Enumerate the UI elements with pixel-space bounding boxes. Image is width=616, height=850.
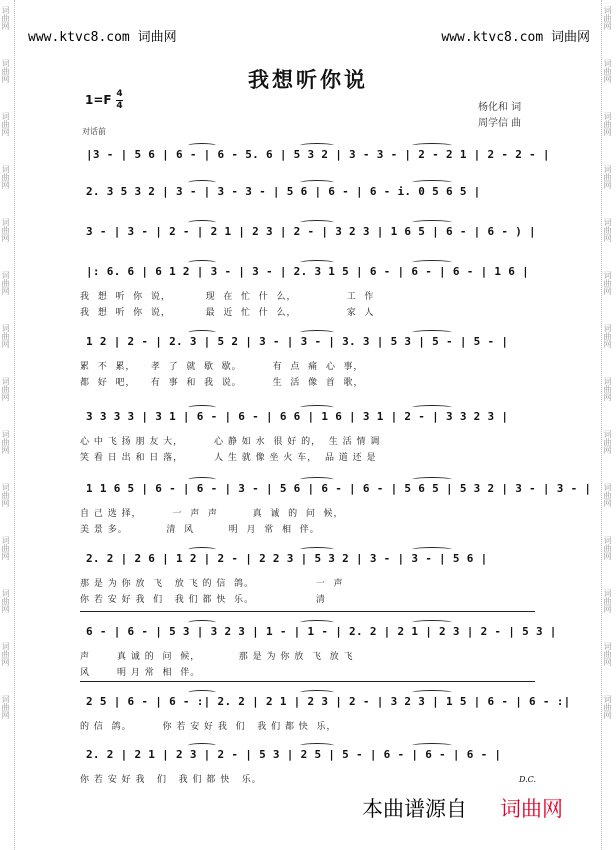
slur-mark <box>412 477 452 482</box>
lyricist-credit: 杨化和 词 <box>478 102 522 113</box>
watermark-text: 词曲网 <box>603 271 612 295</box>
watermark-text: 词曲网 <box>1 218 10 242</box>
slur-mark <box>300 690 334 695</box>
lyric-line-verse-2: 美 景 多。 清 风 明 月 常 相 伴。 <box>80 525 320 535</box>
watermark-text: 词曲网 <box>603 483 612 507</box>
watermark-text: 词曲网 <box>1 430 10 454</box>
slur-mark <box>412 180 452 185</box>
time-signature-top: 4 <box>116 89 123 99</box>
footer-source-text: 本曲谱源自 <box>362 797 467 821</box>
watermark-text: 词曲网 <box>603 377 612 401</box>
watermark-text: 词曲网 <box>603 589 612 613</box>
watermark-text: 词曲网 <box>603 536 612 560</box>
watermark-text: 词曲网 <box>1 6 10 30</box>
slur-mark <box>412 743 452 748</box>
slur-mark <box>188 405 216 410</box>
slur-mark <box>412 260 452 265</box>
watermark-text: 词曲网 <box>1 324 10 348</box>
slur-mark <box>300 143 334 148</box>
lyric-line-verse-2: 都 好 吧， 有 事 和 我 说。 生 活 像 首 歌， <box>80 378 364 388</box>
slur-mark <box>412 620 452 625</box>
lyric-line-verse-2: 我 想 听 你 说， 最 近 忙 什 么， 家 人 <box>80 308 375 318</box>
slur-mark <box>188 547 216 552</box>
watermark-text: 词曲网 <box>1 695 10 719</box>
slur-mark <box>300 180 334 185</box>
watermark-column-right <box>601 0 616 850</box>
slur-mark <box>188 260 216 265</box>
watermark-text: 词曲网 <box>603 112 612 136</box>
dc-marking: D.C. <box>518 775 536 784</box>
time-signature <box>116 90 123 111</box>
watermark-text: 词曲网 <box>1 112 10 136</box>
lyric-line-verse-1: 我 想 听 你 说， 现 在 忙 什 么， 工 作 <box>80 292 375 302</box>
lyric-line-verse-2: 笑 看 日 出 和 日 落， 人 生 就 像 坐 火 车， 品 道 还 是 <box>80 453 377 463</box>
slur-mark <box>412 143 452 148</box>
notation-line: 6 - | 6 - | 5 3 | 3 2 3 | 1 - | 1 - | 2. 2 | 2 1 | 2 3 | 2 - | 5 3 | <box>86 625 557 638</box>
slur-mark <box>188 620 216 625</box>
watermark-column-left <box>0 0 15 850</box>
slur-mark <box>300 220 334 225</box>
lyric-line-verse-1: 心 中 飞 扬 朋 友 大， 心 静 如 水 很 好 的， 生 活 情 调 <box>80 437 381 447</box>
notation-line: 2. 2 | 2 6 | 1 2 | 2 - | 2 2 3 | 5 3 2 | 3 - | 3 - | 5 6 | <box>86 552 488 565</box>
watermark-text: 词曲网 <box>603 59 612 83</box>
lyric-line-verse-2: 你 若 安 好 我 们 我 们 都 快 乐。 清 <box>80 595 326 605</box>
watermark-text: 词曲网 <box>1 271 10 295</box>
watermark-text: 词曲网 <box>1 165 10 189</box>
watermark-text: 词曲网 <box>1 59 10 83</box>
notation-line: |: 6. 6 | 6 1 2 | 3 - | 3 - | 2. 3 1 5 | 6 - | 6 - | 6 - | 1 6 | <box>86 265 530 278</box>
site-url-left[interactable] <box>28 26 177 45</box>
slur-mark <box>300 743 334 748</box>
slur-mark <box>300 405 334 410</box>
repeat-bracket-line <box>80 611 535 612</box>
lyric-line-verse-1: 那 是 为 你 放 飞 放 飞 的 信 鸽。 一 声 <box>80 579 344 589</box>
intro-marking: 对话前 <box>82 127 106 136</box>
notation-line: 2 5 | 6 - | 6 - :| 2. 2 | 2 1 | 2 3 | 2 - | 3 2 3 | 1 5 | 6 - | 6 - :| <box>86 695 571 708</box>
slur-mark <box>188 330 216 335</box>
slur-mark <box>300 620 334 625</box>
watermark-text: 词曲网 <box>1 483 10 507</box>
time-signature-bottom: 4 <box>116 101 123 111</box>
slur-mark <box>412 220 452 225</box>
watermark-text: 词曲网 <box>603 218 612 242</box>
notation-line: 3 - | 3 - | 2 - | 2 1 | 2 3 | 2 - | 3 2 3 | 1 6 5 | 6 - | 6 - ) | <box>86 225 536 238</box>
lyric-line-verse-1: 的 信 鸽。 你 若 安 好 我 们 我 们 都 快 乐， <box>80 722 337 732</box>
notation-line: 1 1 6 5 | 6 - | 6 - | 3 - | 5 6 | 6 - | 6 - | 5 6 5 | 5 3 2 | 3 - | 3 - | <box>86 482 592 495</box>
watermark-text: 词曲网 <box>603 165 612 189</box>
slur-mark <box>188 220 216 225</box>
composer-credit: 周学信 曲 <box>478 118 522 129</box>
slur-mark <box>188 180 216 185</box>
slur-mark <box>188 743 216 748</box>
watermark-text: 词曲网 <box>603 642 612 666</box>
notation-line: 3 3 3 3 | 3 1 | 6 - | 6 - | 6 6 | 1 6 | 3 1 | 2 - | 3 3 2 3 | <box>86 410 509 423</box>
lyric-line-verse-1: 累 不 累， 孝 了 就 歇 歇。 有 点 痛 心 事， <box>80 362 364 372</box>
site-brand-left: 词曲网 <box>137 30 177 45</box>
watermark-text: 词曲网 <box>1 642 10 666</box>
site-brand-right: 词曲网 <box>550 30 590 45</box>
lyric-line-verse-1: 自 己 选 择， 一 声 声 真 诚 的 问 候， <box>80 509 344 519</box>
notation-line: |3 - | 5 6 | 6 - | 6 - 5. 6 | 5 3 2 | 3 - 3 - | 2 - 2 1 | 2 - 2 - | <box>86 148 550 161</box>
watermark-text: 词曲网 <box>603 430 612 454</box>
slur-mark <box>188 143 216 148</box>
lyric-line-verse-1: 你 若 安 好 我 们 我 们 都 快 乐。 <box>80 775 262 785</box>
notation-line: 1 2 | 2 - | 2. 3 | 5 2 | 3 - | 3 - | 3. 3 | 5 3 | 5 - | 5 - | <box>86 335 509 348</box>
slur-mark <box>188 690 216 695</box>
watermark-text: 词曲网 <box>603 6 612 30</box>
slur-mark <box>188 477 216 482</box>
lyric-line-verse-1: 声 真 诚 的 问 候， 那 是 为 你 放 飞 放 飞 <box>80 652 354 662</box>
footer-brand[interactable]: 词曲网 <box>500 797 563 821</box>
slur-mark <box>300 260 334 265</box>
notation-line: 2. 3 5 3 2 | 3 - | 3 - 3 - | 5 6 | 6 - | 6 - i. 0 5 6 5 | <box>86 185 481 198</box>
repeat-bracket-line <box>80 681 535 682</box>
site-url-text[interactable]: www.ktvc8.com <box>441 30 544 45</box>
notation-line: 2. 2 | 2 1 | 2 3 | 2 - | 5 3 | 2 5 | 5 - | 6 - | 6 - | 6 - | <box>86 748 502 761</box>
slur-mark <box>412 405 452 410</box>
site-url-text[interactable]: www.ktvc8.com <box>28 30 130 45</box>
slur-mark <box>412 690 452 695</box>
slur-mark <box>300 547 334 552</box>
watermark-text: 词曲网 <box>1 536 10 560</box>
song-title: 我想听你说 <box>248 68 368 92</box>
watermark-text: 词曲网 <box>1 377 10 401</box>
slur-mark <box>300 330 334 335</box>
site-url-right[interactable] <box>441 26 590 45</box>
key-signature: 1=F <box>85 93 112 107</box>
lyric-line-verse-2: 风 明 月 常 相 伴。 <box>80 668 201 678</box>
watermark-text: 词曲网 <box>603 695 612 719</box>
slur-mark <box>300 477 334 482</box>
slur-mark <box>412 547 452 552</box>
watermark-text: 词曲网 <box>1 589 10 613</box>
slur-mark <box>412 330 452 335</box>
watermark-text: 词曲网 <box>603 324 612 348</box>
